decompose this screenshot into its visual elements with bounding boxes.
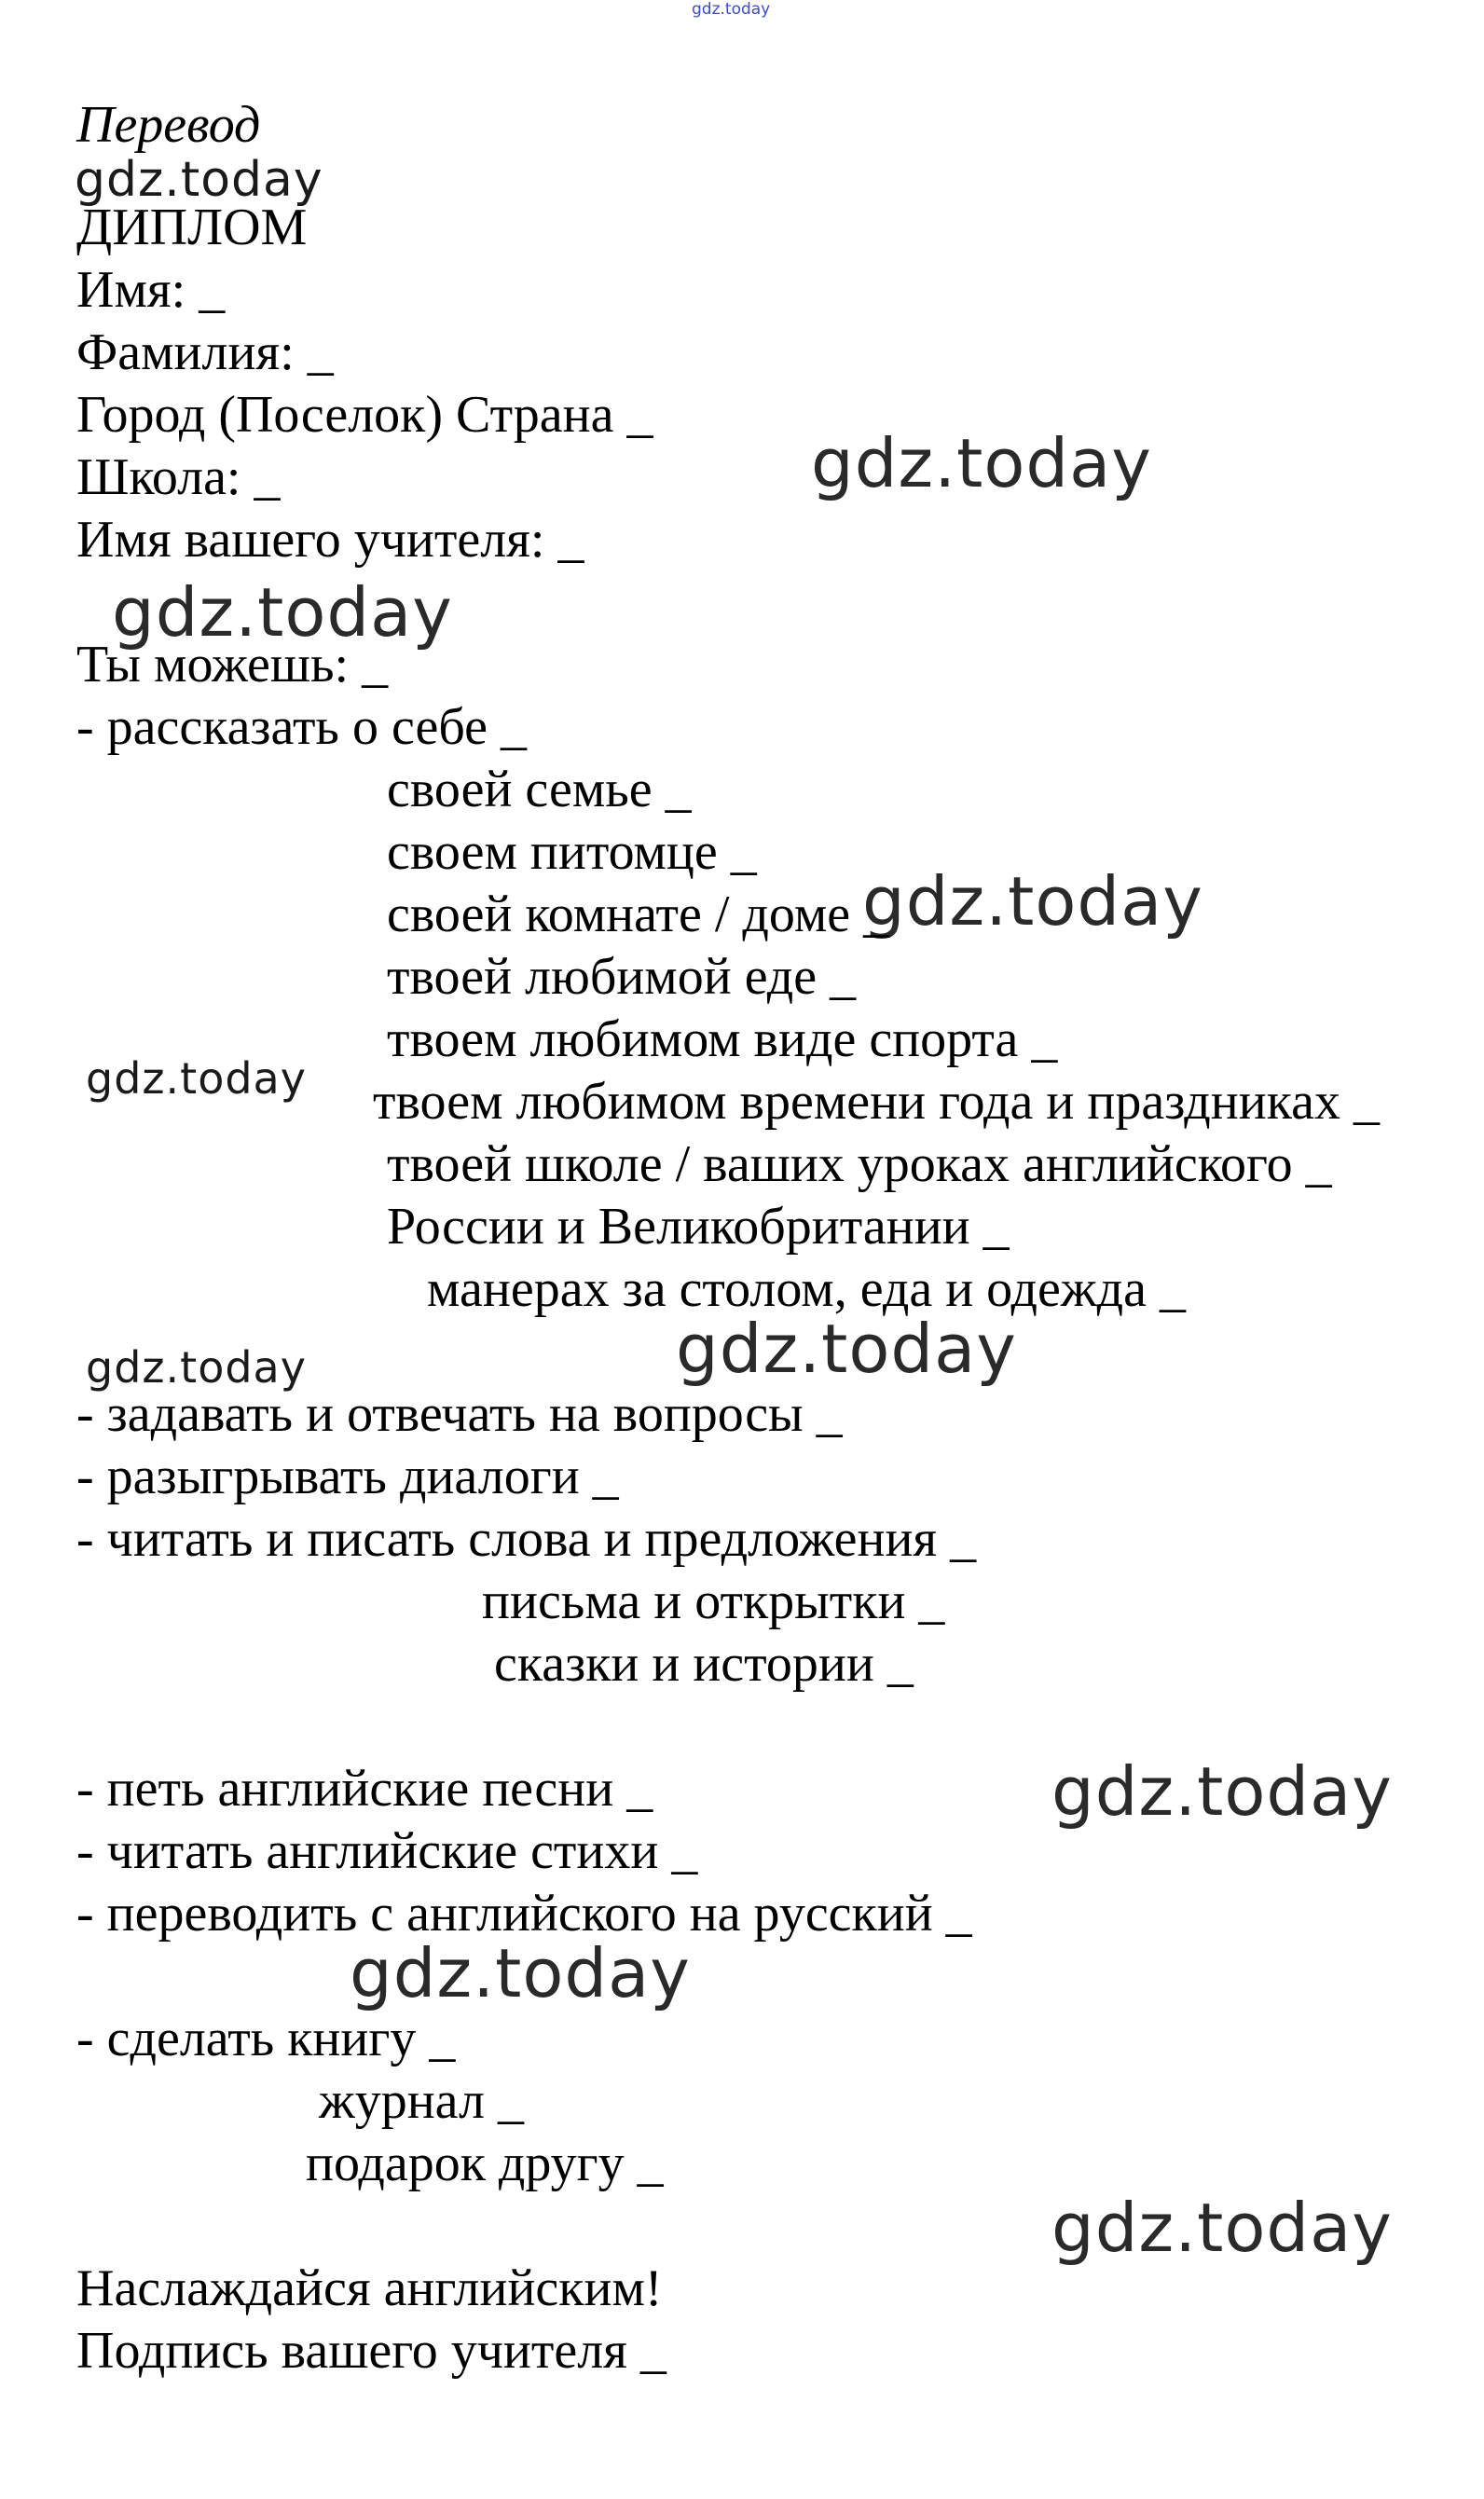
tell-item: твоем любимом времени года и праздниках _ [373,1073,1380,1131]
field-school: Школа: _ [76,448,281,506]
tell-item: твоей школе / ваших уроках английского _ [387,1135,1332,1193]
watermark-7: gdz.today [86,1342,307,1393]
can-label: Ты можешь: _ [76,636,389,693]
tell-item: своей комнате / доме _ [387,886,890,943]
watermark-1: gdz.today [75,152,323,208]
skill-make-book: - сделать книгу _ [76,2010,456,2067]
skill-poems: - читать английские стихи _ [76,1822,698,1880]
tell-item: своем питомце _ [387,823,757,881]
tell-item: твоем любимом виде спорта _ [387,1010,1058,1068]
watermark-6: gdz.today [676,1310,1017,1388]
watermark-2: gdz.today [811,424,1152,502]
watermark-10: gdz.today [1051,2189,1393,2267]
field-teacher: Имя вашего учителя: _ [76,511,584,569]
signature: Подпись вашего учителя _ [76,2322,666,2380]
tell-intro: - рассказать о себе _ [76,698,527,756]
watermark-5: gdz.today [86,1053,307,1104]
skill-tales: сказки и истории _ [494,1635,914,1693]
tell-item: твоей любимой еде _ [387,948,857,1006]
skill-gift: подарок другу _ [306,2135,664,2192]
skill-ask: - задавать и отвечать на вопросы _ [76,1385,843,1443]
diploma-title: ДИПЛОМ [76,199,308,256]
heading: Перевод [76,96,261,154]
tell-item: своей семье _ [387,761,692,818]
tell-item: России и Великобритании _ [387,1198,1010,1256]
field-city: Город (Поселок) Страна _ [76,386,653,444]
closing: Наслаждайся английским! [76,2259,663,2317]
skill-dialogues: - разыгрывать диалоги _ [76,1448,619,1505]
field-surname: Фамилия: _ [76,323,334,381]
watermark-4: gdz.today [862,862,1203,941]
skill-translate: - переводить с английского на русский _ [76,1885,972,1943]
tell-item: манерах за столом, еда и одежда _ [427,1260,1186,1318]
watermark-9: gdz.today [350,1934,691,2012]
watermark-3: gdz.today [112,573,453,652]
skill-letters: письма и открытки _ [482,1572,945,1630]
watermark-top: gdz.today [692,0,771,19]
watermark-8: gdz.today [1051,1752,1393,1831]
skill-sing: - петь английские песни _ [76,1760,653,1818]
skill-read-write: - читать и писать слова и предложения _ [76,1510,977,1568]
field-name: Имя: _ [76,261,226,319]
skill-magazine: журнал _ [319,2072,524,2130]
